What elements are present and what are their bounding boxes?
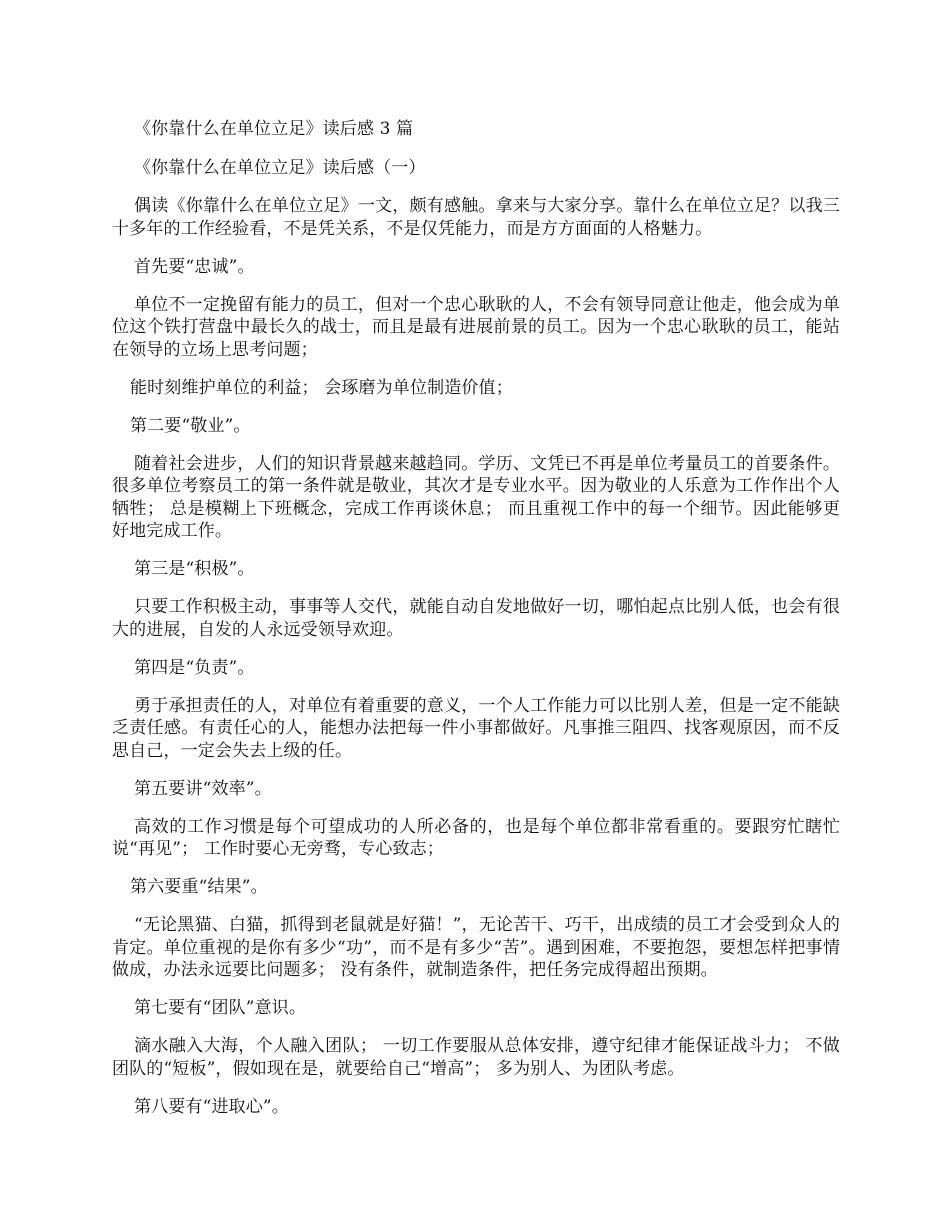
paragraph: “无论黑猫、白猫，抓得到老鼠就是好猫！”，无论苦干、巧干，出成绩的员工才会受到众人的肯定。单位重视的是你有多少“功”，而不是有多少“苦”。遇到困难，不要抱怨，要想怎样把事情做成，办法永远要比问题多； 没有条件，就制造条件，把任务完成得超出预期。 bbox=[112, 915, 840, 980]
section-heading: 首先要“忠诚”。 bbox=[134, 256, 255, 277]
section-heading: 第四是“负责”。 bbox=[134, 657, 255, 678]
document-page bbox=[112, 118, 840, 1134]
section-heading: 第三是“积极”。 bbox=[134, 559, 255, 579]
section-heading: 第二要“敬业”。 bbox=[130, 415, 251, 436]
section-heading: 第六要重“结果”。 bbox=[130, 877, 268, 897]
section-heading: 第五要讲“效率”。 bbox=[134, 778, 272, 799]
paragraph: 高效的工作习惯是每个可望成功的人所必备的，也是每个单位都非常看重的。要跟穷忙瞎忙说“再见”； 工作时要心无旁骛，专心致志； bbox=[112, 816, 840, 859]
paragraph: 能时刻维护单位的利益； 会琢磨为单位制造价值； bbox=[130, 377, 513, 398]
paragraph: 随着社会进步，人们的知识背景越来越趋同。学历、文凭已不再是单位考量员工的首要条件。很多单位考察员工的第一条件就是敬业，其次才是专业水平。因为敬业的人乐意为工作作出个人牺牲； 总是模糊上下班概念，完成工作再谈休息； 而且重视工作中的每一个细节。因此能够更好地完成工作。 bbox=[112, 453, 840, 541]
paragraph: 只要工作积极主动，事事等人交代，就能自动自发地做好一切，哪怕起点比别人低，也会有很大的进展，自发的人永远受领导欢迎。 bbox=[112, 597, 840, 640]
document-title: 《你靠什么在单位立足》读后感 3 篇 bbox=[134, 119, 414, 139]
section-heading: 第七要有“团队”意识。 bbox=[134, 998, 307, 1018]
paragraph: 勇于承担责任的人，对单位有着重要的意义，一个人工作能力可以比别人差，但是一定不能缺乏责任感。有责任心的人，能想办法把每一件小事都做好。凡事推三阻四、找客观原因，而不反思自己，一定会失去上级的任。 bbox=[112, 695, 840, 761]
paragraph: 单位不一定挽留有能力的员工，但对一个忠心耿耿的人，不会有领导同意让他走，他会成为单位这个铁打营盘中最长久的战士，而且是最有进展前景的员工。因为一个忠心耿耿的员工，能站在领导的立场上思考问题； bbox=[112, 294, 840, 360]
paragraph: 滴水融入大海，个人融入团队； 一切工作要服从总体安排，遵守纪律才能保证战斗力； 不做团队的“短板”，假如现在是，就要给自己“增高”； 多为别人、为团队考虑。 bbox=[112, 1036, 840, 1079]
section-heading: 第八要有“进取心”。 bbox=[134, 1096, 289, 1117]
document-subtitle: 《你靠什么在单位立足》读后感（一） bbox=[134, 157, 426, 178]
paragraph: 偶读《你靠什么在单位立足》一文，颇有感触。拿来与大家分享。靠什么在单位立足？以我三十多年的工作经验看，不是凭关系，不是仅凭能力，而是方方面面的人格魅力。 bbox=[112, 196, 840, 239]
